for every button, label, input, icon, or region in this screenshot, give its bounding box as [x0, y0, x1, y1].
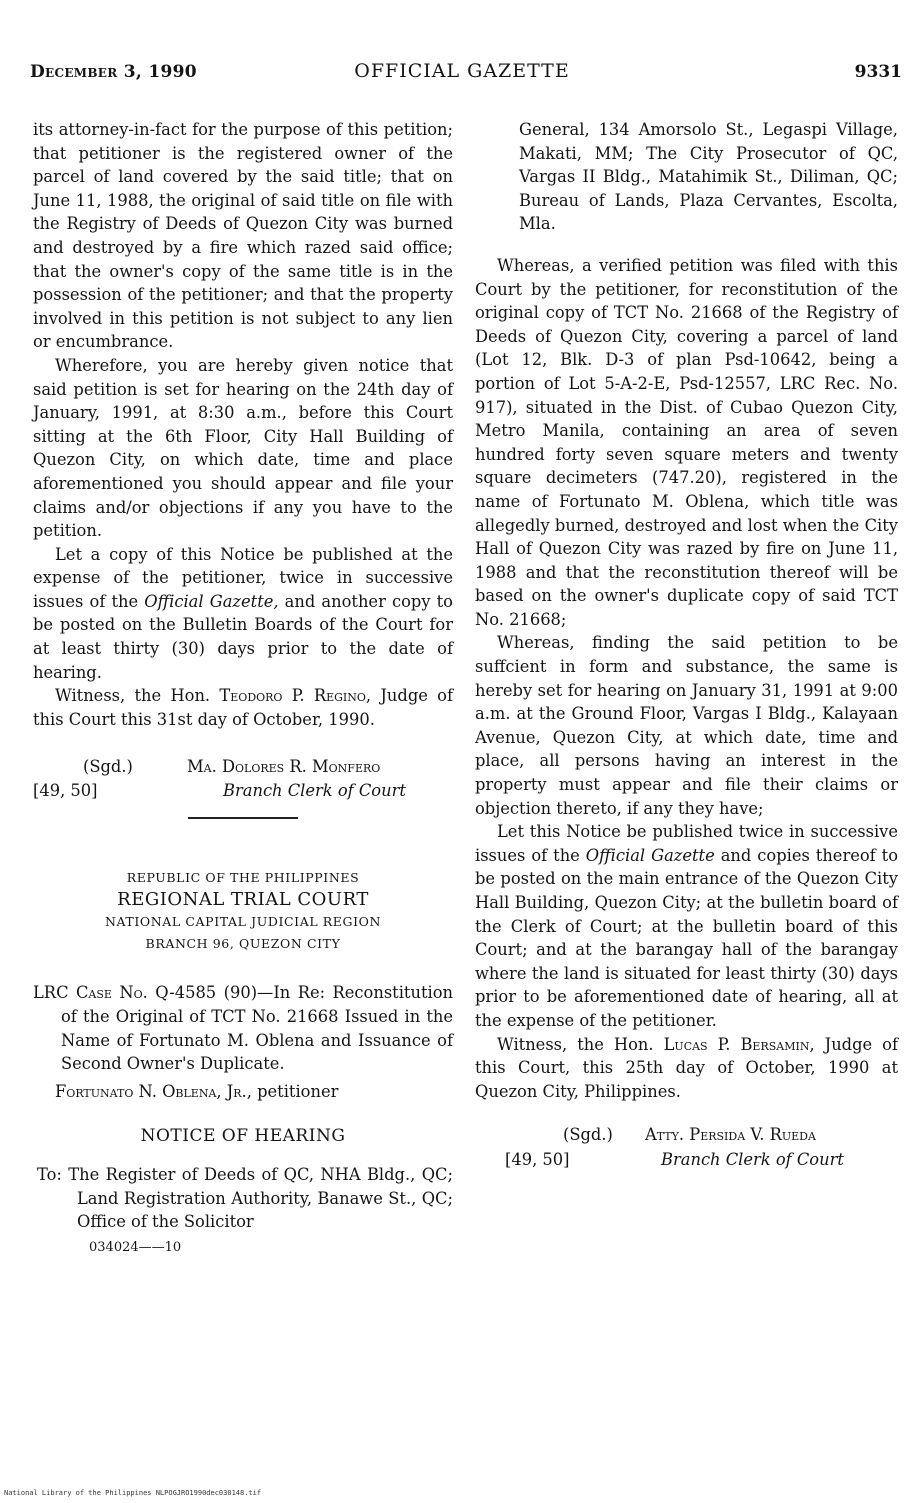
- signature2-sgd: (Sgd.): [563, 1125, 613, 1145]
- signature-name: Ma. Dolores R. Monfero: [187, 757, 381, 777]
- signature-issue: [49, 50]: [33, 781, 98, 801]
- witness-paragraph: [33, 684, 453, 731]
- petitioner-line: [33, 1080, 453, 1104]
- publication2-text-a: Let this Notice be published twice in successive issues of the: [475, 822, 898, 865]
- court-header: [33, 867, 453, 955]
- whereas-paragraph-1: Whereas, a verified petition was filed with this Court by the petitioner, for reconstitution of the original copy of TCT No. 21668 of the Registry of Deeds of Quezon City, covering a parcel of land (Lot 12, Blk. D-3 of plan Psd-10642, being a portion of Lot 5-A-2-E, Psd-12557, LRC Rec. No. 917), situated in the Dist. of Cubao Quezon City, Metro Manila, containing an area of seven hundred forty seven square meters and twenty square decimeters (747.20), registered in the name of Fortunato M. Oblena, which title was allegedly burned, destroyed and lost when the City Hall of Quezon City was razed by fire on June 11, 1988 and that the reconstitution thereof will be based on the owner's duplicate copy of said TCT No. 21668;: [475, 255, 898, 629]
- witness-text-a: Witness, the Hon.: [55, 686, 220, 706]
- gazette-name: Official Gazette,: [144, 591, 279, 611]
- to-continued: General, 134 Amorsolo St., Legaspi Village, Makati, MM; The City Prosecutor of QC, Vargas II Bldg., Matahimik St., Diliman, QC; Bureau of Lands, Plaza Cervantes, Escolta, Mla.: [519, 120, 898, 234]
- header-title: OFFICIAL GAZETTE: [354, 60, 570, 82]
- gazette-name-2: Official Gazette: [585, 845, 715, 865]
- court-branch: BRANCH 96, QUEZON CITY: [145, 936, 341, 952]
- judge-name-2: Lucas P. Bersamin,: [663, 1034, 815, 1054]
- publication-text-b: and another copy to be posted on the Bulletin Boards of the Court for at least thirty (30) days prior to the date of hearing.: [33, 591, 453, 682]
- witness2-text-a: Witness, the Hon.: [497, 1034, 664, 1054]
- signature2-title: Branch Clerk of Court: [661, 1150, 844, 1170]
- witness2-text-b: Judge of this Court, this 25th day of October, 1990 at Quezon City, Philippines.: [475, 1034, 899, 1101]
- header-page-number: 9331: [854, 62, 902, 82]
- notice-title: NOTICE OF HEARING: [140, 1126, 346, 1147]
- publication-text-a: Let a copy of this Notice be published at the expense of the petitioner, twice in successive issues of the: [33, 544, 453, 611]
- judge-name: Teodoro P. Regino,: [219, 686, 372, 706]
- case-title: —In Re: Reconstitution of the Original of TCT No. 21668 Issued in the Name of Fortunato M. Oblena and Issuance of Second Owner's Duplicate.: [61, 983, 453, 1074]
- signature-block-2: [475, 1123, 898, 1173]
- continuation-paragraph: its attorney-in-fact for the purpose of this petition; that petitioner is the registered owner of the parcel of land covered by the said title; that on June 11, 1988, the original of said title on file with the Registry of Deeds of Quezon City was burned and destroyed by a fire which razed said office; that the owner's copy of the same title is in the possession of the petitioner; and that the property involved in this petition is not subject to any lien or encumbrance.: [33, 120, 453, 352]
- court-region: NATIONAL CAPITAL JUDICIAL REGION: [104, 914, 382, 930]
- right-column: [475, 118, 898, 1173]
- signature-block: [33, 755, 453, 803]
- page-header: [0, 0, 924, 90]
- court-republic: REPUBLIC OF THE PHILIPPINES: [126, 870, 360, 886]
- to-block: To: The Register of Deeds of QC, NHA Bldg., QC; Land Registration Authority, Banawe St., QC; Office of the Solicitor: [37, 1165, 453, 1232]
- publication2-text-b: and copies thereof to be posted on the main entrance of the Quezon City Hall Building, Quezon City; at the bulletin board of the Clerk of Court; at the bulletin board of this Court; and at the barangay hall of the barangay where the land is situated for least thirty (30) days prior to be aforementioned date of hearing, all at the expense of the petitioner.: [475, 845, 898, 1030]
- section-divider: [188, 817, 298, 819]
- whereas-paragraph-2: Whereas, finding the said petition to be suffcient in form and substance, the same is hereby set for hearing on January 31, 1991 at 9:00 a.m. at the Ground Floor, Vargas I Bldg., Kalayaan Avenue, Quezon City, at which date, time and place, all persons having an interest in the property must appear and file their claims or objection thereto, if any they have;: [475, 633, 898, 818]
- publication-paragraph-2: [475, 820, 898, 1032]
- case-caption: [33, 981, 453, 1075]
- court-name: REGIONAL TRIAL COURT: [117, 889, 369, 911]
- document-code: 034024——10: [89, 1239, 182, 1255]
- witness-paragraph-2: [475, 1033, 898, 1104]
- signature2-name: Atty. Persida V. Rueda: [645, 1125, 816, 1145]
- case-label: LRC Case No. Q-4585 (90): [33, 983, 258, 1003]
- petitioner-role: petitioner: [251, 1081, 339, 1101]
- header-date: December 3, 1990: [30, 62, 197, 82]
- signature2-issue: [49, 50]: [505, 1150, 570, 1170]
- witness-text-b: Judge of this Court this 31st day of October, 1990.: [33, 686, 454, 729]
- scan-source-footer: National Library of the Philippines NLPOGJRO1990dec030148.tif: [4, 1489, 262, 1497]
- wherefore-paragraph: Wherefore, you are hereby given notice that said petition is set for hearing on the 24th day of January, 1991, at 8:30 a.m., before this Court sitting at the 6th Floor, City Hall Building of Quezon City, on which date, time and place aforementioned you should appear and file your claims and/or objections if any you have to the petition.: [33, 355, 453, 541]
- left-column: [33, 118, 453, 1259]
- petitioner-name: Fortunato N. Oblena, Jr.,: [55, 1081, 252, 1101]
- signature-sgd: (Sgd.): [83, 757, 133, 777]
- publication-paragraph: [33, 543, 453, 685]
- signature-title: Branch Clerk of Court: [223, 781, 406, 801]
